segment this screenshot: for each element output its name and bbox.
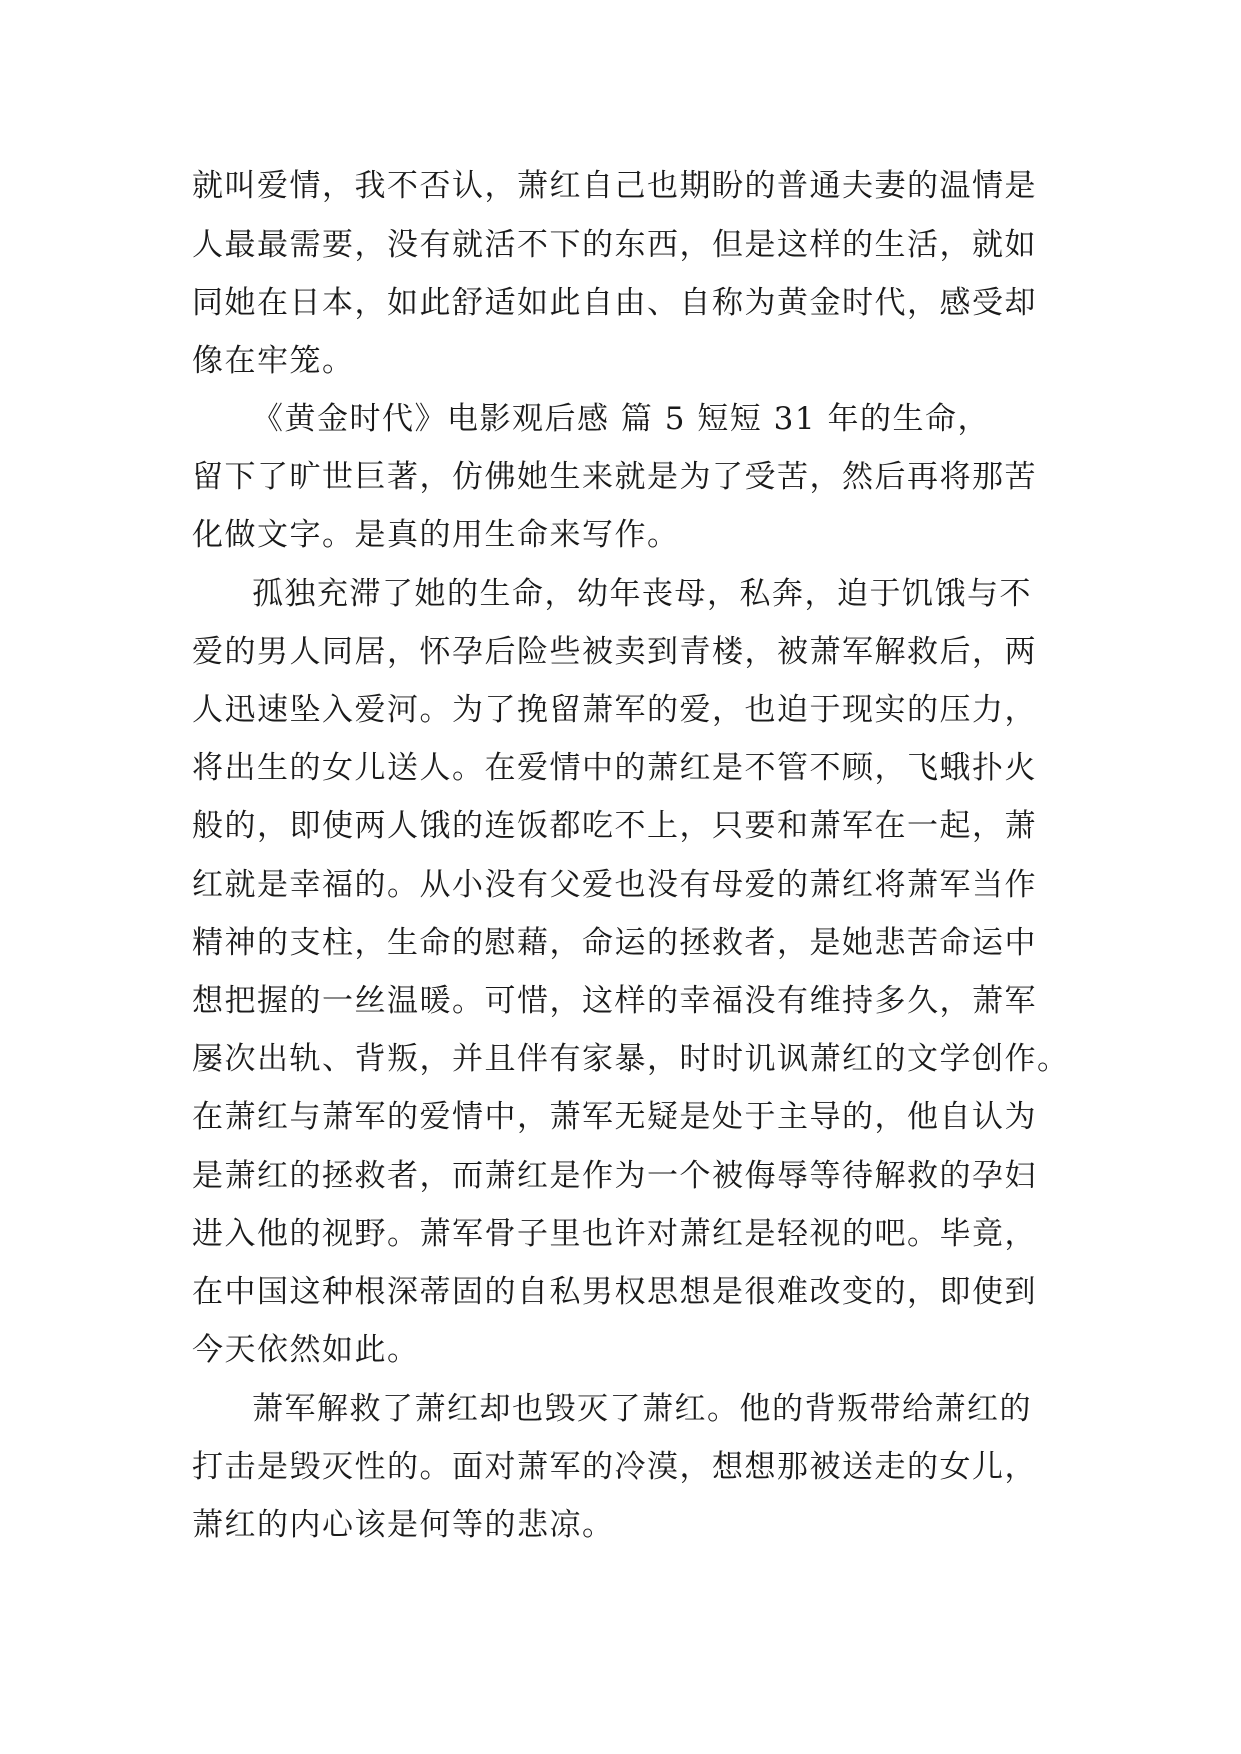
text-line: 打击是毁灭性的。面对萧军的冷漠，想想那被送走的女儿， [192, 1449, 1037, 1485]
text-line: 人最最需要，没有就活不下的东西，但是这样的生活，就如 [192, 227, 1037, 263]
text-line: 化做文字。是真的用生命来写作。 [192, 517, 680, 553]
text-line: 萧军解救了萧红却也毁灭了萧红。他的背叛带给萧红的 [252, 1391, 1032, 1427]
text-line: 红就是幸福的。从小没有父爱也没有母爱的萧红将萧军当作 [192, 867, 1037, 903]
text-line: 爱的男人同居，怀孕后险些被卖到青楼，被萧军解救后，两 [192, 634, 1037, 670]
text-line: 孤独充滞了她的生命，幼年丧母，私奔，迫于饥饿与不 [252, 576, 1032, 612]
text-line: 萧红的内心该是何等的悲凉。 [192, 1507, 615, 1543]
text-line: 像在牢笼。 [192, 343, 355, 379]
text-line: 般的，即使两人饿的连饭都吃不上，只要和萧军在一起，萧 [192, 808, 1037, 844]
text-line: 在萧红与萧军的爱情中，萧军无疑是处于主导的，他自认为 [192, 1099, 1037, 1135]
text-line: 今天依然如此。 [192, 1332, 420, 1368]
text-line: 将出生的女儿送人。在爱情中的萧红是不管不顾，飞蛾扑火 [192, 750, 1037, 786]
text-line: 是萧红的拯救者，而萧红是作为一个被侮辱等待解救的孕妇 [192, 1158, 1037, 1194]
text-line: 人迅速坠入爱河。为了挽留萧军的爱，也迫于现实的压力， [192, 692, 1037, 728]
text-line: 进入他的视野。萧军骨子里也许对萧红是轻视的吧。毕竟， [192, 1216, 1037, 1252]
text-line: 精神的支柱，生命的慰藉，命运的拯救者，是她悲苦命运中 [192, 925, 1037, 961]
section-heading-line: 《黄金时代》电影观后感 篇 5 短短 31 年的生命， [252, 401, 990, 437]
text-line: 同她在日本，如此舒适如此自由、自称为黄金时代，感受却 [192, 285, 1037, 321]
text-line: 想把握的一丝温暖。可惜，这样的幸福没有维持多久，萧军 [192, 983, 1037, 1019]
text-line: 屡次出轨、背叛，并且伴有家暴，时时讥讽萧红的文学创作。 [192, 1041, 1070, 1077]
text-line: 就叫爱情，我不否认，萧红自己也期盼的普通夫妻的温情是 [192, 168, 1037, 204]
text-line: 留下了旷世巨著，仿佛她生来就是为了受苦，然后再将那苦 [192, 459, 1037, 495]
text-line: 在中国这种根深蒂固的自私男权思想是很难改变的，即使到 [192, 1274, 1037, 1310]
